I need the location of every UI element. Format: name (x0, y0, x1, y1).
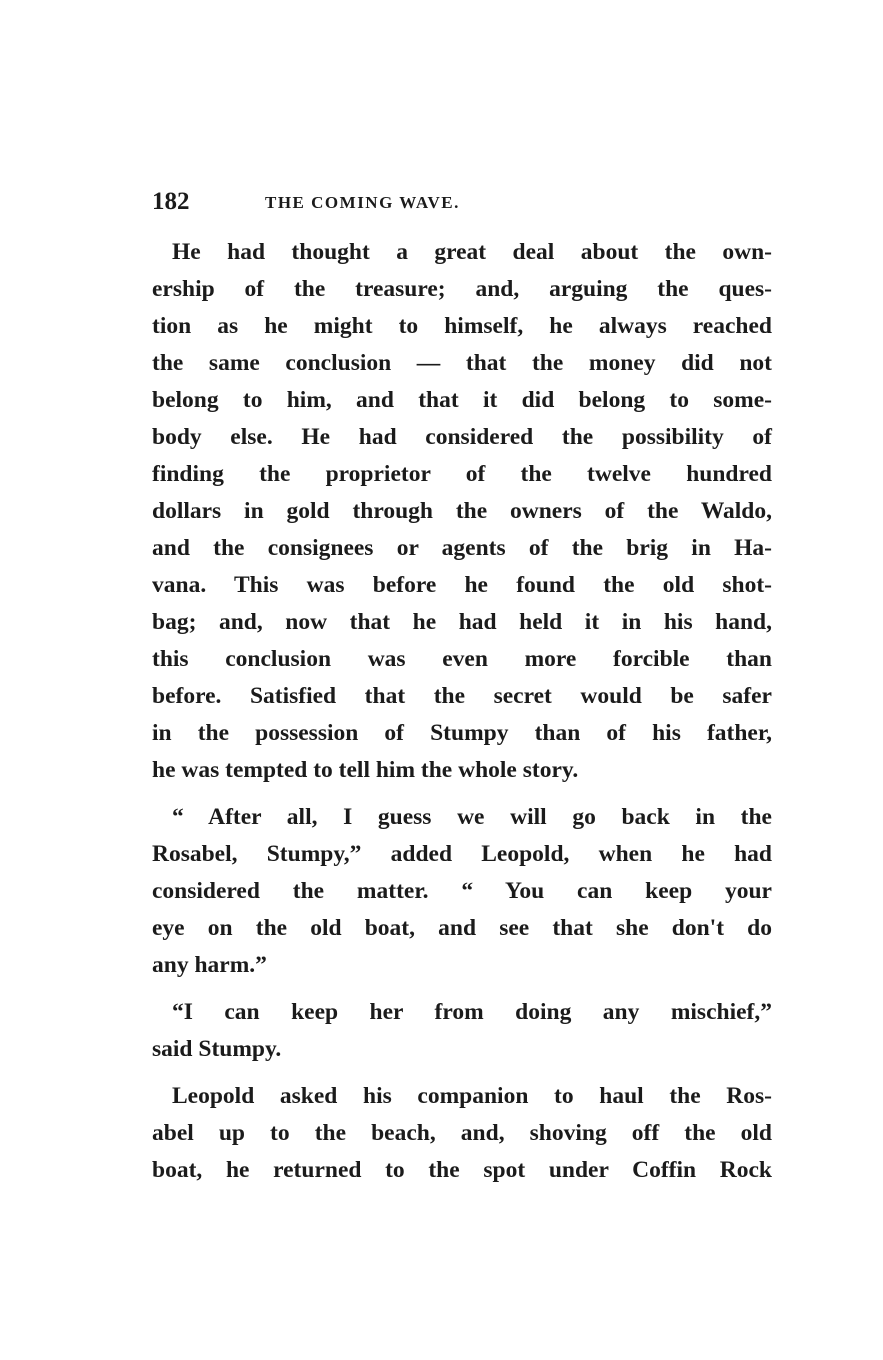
text-line: “ After all, I guess we will go back in the (172, 804, 772, 830)
text-line: any harm.” (152, 952, 267, 978)
text-line: the same conclusion — that the money did not (152, 350, 772, 376)
text-line: bag; and, now that he had held it in his hand, (152, 609, 772, 635)
text-line: Rosabel, Stumpy,” added Leopold, when he had (152, 841, 772, 867)
text-line: and the consignees or agents of the brig in Ha- (152, 535, 772, 561)
paragraph (152, 994, 772, 1068)
paragraph (152, 234, 772, 789)
page-number: 182 (152, 188, 190, 215)
paragraph (152, 1078, 772, 1189)
body-text (152, 234, 772, 1199)
text-line: tion as he might to himself, he always reached (152, 313, 772, 339)
text-line: this conclusion was even more forcible than (152, 646, 772, 672)
text-line: abel up to the beach, and, shoving off the old (152, 1120, 772, 1146)
text-line: boat, he returned to the spot under Coffin Rock (152, 1157, 772, 1183)
text-line: dollars in gold through the owners of the Waldo, (152, 498, 772, 524)
text-line: said Stumpy. (152, 1036, 282, 1062)
text-line: ership of the treasure; and, arguing the ques- (152, 276, 772, 302)
text-line: belong to him, and that it did belong to some- (152, 387, 772, 413)
text-line: eye on the old boat, and see that she don't do (152, 915, 772, 941)
text-line: body else. He had considered the possibility of (152, 424, 772, 450)
text-line: before. Satisfied that the secret would be safer (152, 683, 772, 709)
text-line: Leopold asked his companion to haul the Ros- (172, 1083, 772, 1109)
text-line: he was tempted to tell him the whole story. (152, 757, 579, 783)
text-line: vana. This was before he found the old shot- (152, 572, 772, 598)
text-line: considered the matter. “ You can keep your (152, 878, 772, 904)
text-line: in the possession of Stumpy than of his father, (152, 720, 772, 746)
running-title: THE COMING WAVE. (265, 193, 460, 212)
text-line: finding the proprietor of the twelve hundred (152, 461, 772, 487)
text-line: He had thought a great deal about the own- (172, 239, 772, 265)
paragraph (152, 799, 772, 984)
text-line: “I can keep her from doing any mischief,” (172, 999, 772, 1025)
